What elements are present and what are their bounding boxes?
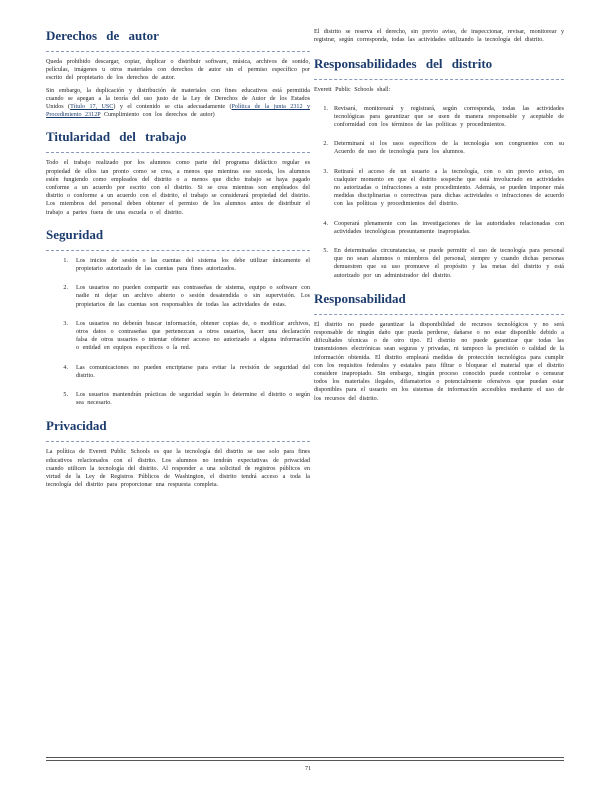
section-divider bbox=[46, 250, 310, 251]
section-derechos bbox=[46, 28, 310, 119]
list-item bbox=[314, 220, 564, 236]
list-item bbox=[46, 257, 310, 273]
section-titularidad bbox=[46, 129, 310, 216]
list-number: 5. bbox=[63, 392, 68, 399]
list-number: 4. bbox=[63, 364, 68, 371]
list-number: 2. bbox=[63, 285, 68, 292]
list-number: 4. bbox=[323, 220, 328, 227]
list-number: 3. bbox=[63, 320, 68, 327]
section-divider bbox=[314, 79, 564, 80]
section-title-titularidad: Titularidad del trabajo bbox=[46, 129, 187, 145]
responsabilidades-list bbox=[314, 105, 564, 280]
footer-rule bbox=[46, 760, 564, 761]
paragraph: Todo el trabajo realizado por los alumnos como parte del programa didáctico regular es propiedad de ellos tan pronto como se crea, a menos que mientras ese suceda, los alumnos estén fungiendo como empleados del distrito o a menos que dicho trabajo se haya pagado conforme a un acuerdo por escrito con el distrito. Si se crea mientras son empleados del distrito o conforme a un acuerdo con el distrito, el trabajo se considerará propiedad del distrito. Los miembros del personal deben obtener el permiso de los alumnos antes de distribuir el trabajo a partes fuera de una escuela o el distrito. bbox=[46, 160, 310, 216]
paragraph: La política de Everett Public Schools es que la tecnología del distrito se use solo para fines educativos relacionados con el distrito. Los alumnos no tendrán expectativas de privacidad cuando utilicen la tecnología del distrito. Al responder a una solicitud de registros públicos en virtud de la Ley de Registros Públicos de Washington, el distrito tendrá acceso a toda la tecnología del distrito para proporcionar una respuesta completa. bbox=[46, 449, 310, 489]
section-title-derechos: Derechos de autor bbox=[46, 28, 159, 43]
list-item bbox=[314, 168, 564, 209]
list-text: Los usuarios no pueden compartir sus contraseñas de sistema, equipo o software con nadie ni dejar un archivo abierto o sesión desatendida o sin supervisión. Los propietarios de las cuentas son responsables de todas las actividades de estas. bbox=[76, 285, 310, 308]
list-text: Revisará, monitoreará y registrará, según corresponda, todas las actividades tecnológicas para garantizar que se usen de manera responsable y aceptable de conformidad con los términos de las políticas y procedimientos. bbox=[334, 105, 564, 129]
list-item bbox=[314, 105, 564, 130]
list-text: Los inicios de sesión o las cuentas del sistema los debe utilizar únicamente el propietario autorizado de las cuentas para fines autorizados. bbox=[76, 257, 310, 273]
list-text: Cooperará plenamente con las investigaciones de las autoridades relacionadas con actividades tecnológicas presuntamente inapropiadas. bbox=[334, 220, 564, 235]
right-column bbox=[314, 28, 564, 413]
paragraph: El distrito no puede garantizar la disponibilidad de recursos tecnológicos y no será responsable de ningún daño que pueda perderse, dañarse o no estar disponible debido a dificultades técnicas o de otro tipo. El distrito no puede garantizar que todas las transmisiones electrónicas sean seguras y privadas, ni tampoco la precisión o calidad de la información obtenida. El distrito empleará medidas de protección tecnológica para cumplir con los requisitos federales y estatales para filtrar o bloquear el material que el distrito considere inapropiado. Sin embargo, ningún proceso conocido puede controlar o censurar todos los materiales ilegales, difamatorios o potencialmente ofensivos que puedan estar disponibles para el usuario en los sistemas de información accesibles mediante el uso de los recursos del distrito. bbox=[314, 321, 564, 402]
list-item bbox=[314, 247, 564, 280]
list-number: 1. bbox=[323, 105, 328, 112]
list-text: Las comunicaciones no pueden encriptarse para evitar la revisión de seguridad del distrito. bbox=[76, 364, 310, 379]
list-item bbox=[46, 320, 310, 353]
list-text: Los usuarios mantendrán prácticas de seguridad según lo determine el distrito o según sea necesario. bbox=[76, 392, 310, 407]
section-title-seguridad: Seguridad bbox=[46, 226, 104, 242]
list-text: Retirará el acceso de un usuario a la tecnología, con o sin previo aviso, en cualquier momento en que el distrito sospeche que está involucrado en actividades no autorizadas o infracciones a este procedimiento. Además, se pueden imponer más medidas disciplinarias o correctivas para dichas actividades o infracciones de acuerdo con las políticas y procedimientos del distrito. bbox=[334, 168, 564, 208]
text: Sin embargo, la duplicación y distribución de materiales con fines educativos está permitida cuando se apegan a la teoría del uso justo de la Ley de Derechos de Autor de los Estados Unidos ( bbox=[46, 87, 310, 111]
paragraph-inspection: El distrito se reserva el derecho, sin previo aviso, de inspeccionar, revisar, monitorear y registrar, según corresponda, todas las actividades utilizando la tecnología del distrito. bbox=[314, 29, 564, 44]
section-privacidad bbox=[46, 418, 310, 489]
list-number: 5. bbox=[323, 248, 328, 255]
link-policy-2312[interactable]: Política de la junta 2312 y Procedimiento 2312P bbox=[46, 104, 310, 119]
list-text: En determinadas circunstancias, se puede permitir el uso de tecnología para personal que no sean alumnos o miembros del personal, siempre y cuando dichas personas demuestren que su uso promueve el propósito y las metas del distrito y está autorizado por un administrador del distrito. bbox=[334, 248, 564, 279]
section-responsabilidad bbox=[314, 291, 564, 403]
list-item bbox=[314, 140, 564, 156]
text: ) y el contenido se cita adecuadamente ( bbox=[113, 104, 232, 111]
list-number: 3. bbox=[323, 168, 328, 175]
section-title-responsabilidad: Responsabilidad bbox=[314, 290, 406, 306]
paragraph-fair-use bbox=[46, 87, 310, 120]
list-item bbox=[46, 391, 310, 407]
left-column bbox=[46, 28, 310, 500]
list-number: 2. bbox=[323, 141, 328, 148]
list-item bbox=[46, 364, 310, 380]
section-divider bbox=[314, 314, 564, 315]
paragraph: Queda prohibido descargar, copiar, duplicar o distribuir software, música, archivos de sonido, películas, imágenes u otros materiales con derechos de autor sin el permiso específico por escrito del propietario de los derechos de autor. bbox=[46, 59, 310, 82]
section-responsabilidades bbox=[314, 56, 564, 279]
section-title-privacidad: Privacidad bbox=[46, 418, 107, 434]
section-divider bbox=[46, 51, 310, 52]
page-number: 71 bbox=[305, 766, 311, 772]
section-divider bbox=[46, 152, 310, 153]
paragraph-intro: Everett Public Schools shall: bbox=[314, 87, 391, 94]
list-item bbox=[46, 284, 310, 309]
seguridad-list bbox=[46, 257, 310, 408]
section-seguridad bbox=[46, 227, 310, 408]
footer-rule bbox=[46, 757, 564, 758]
list-text: Los usuarios no deberán buscar información, obtener copias de, o modificar archivos, otros datos o contraseñas que pertenezcan a otros usuarios, hacer una declaración falsa de otros usuarios o intentar obtener acceso no autorizado a alguna información o entidad en equipos específicos o la red. bbox=[76, 320, 310, 352]
list-text: Determinará si los usos específicos de la tecnología son congruentes con su Acuerdo de uso de tecnología para los alumnos. bbox=[334, 141, 564, 156]
section-title-responsabilidades: Responsabilidades del distrito bbox=[314, 56, 493, 72]
text: Cumplimiento con los derechos de autor) bbox=[100, 112, 215, 119]
section-divider bbox=[46, 441, 310, 442]
link-title-17-usc[interactable]: Título 17, USC bbox=[70, 104, 114, 111]
list-number: 1. bbox=[63, 257, 68, 264]
